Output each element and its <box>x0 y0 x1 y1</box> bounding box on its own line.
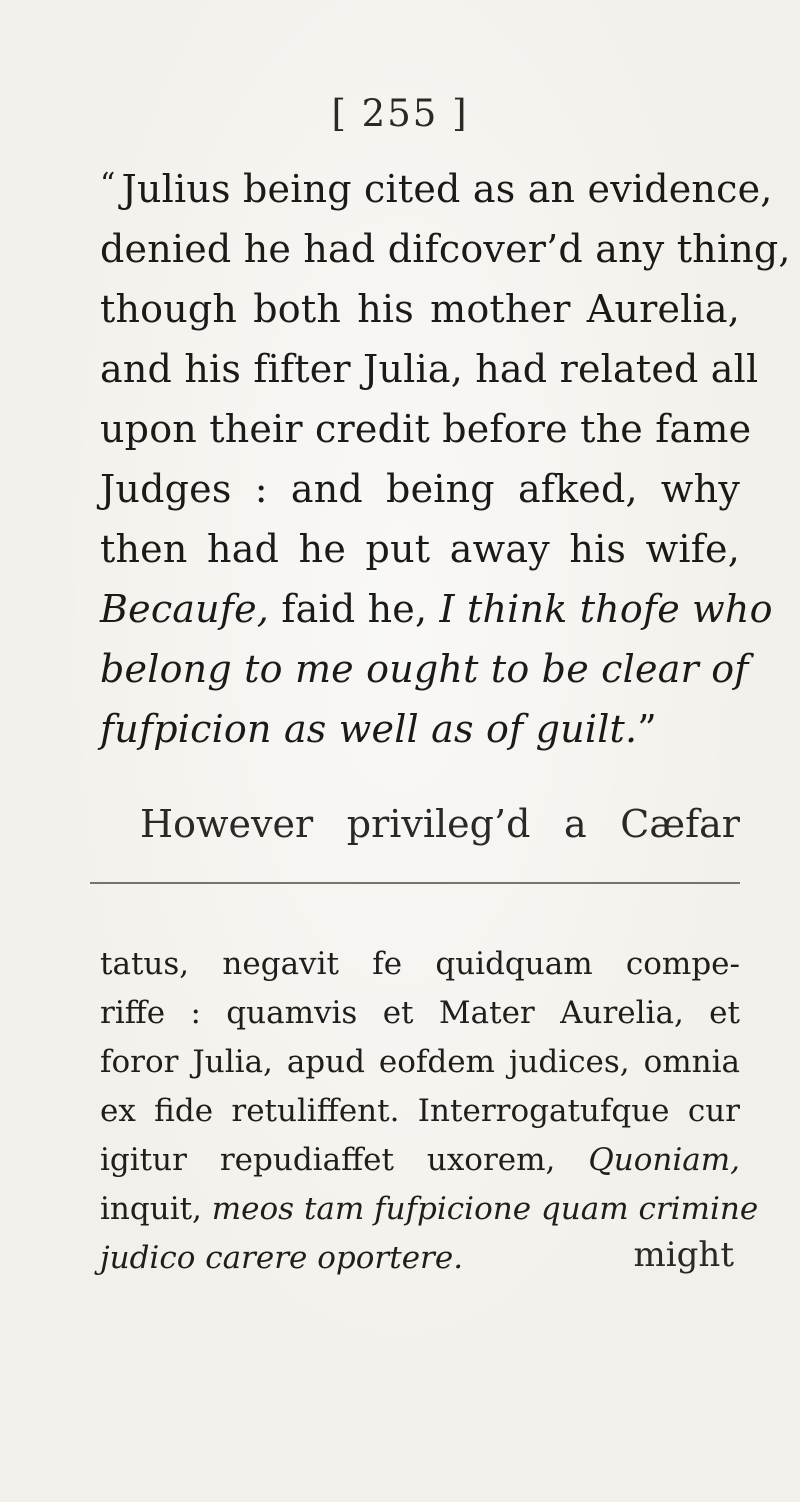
catchline-word-1: However <box>140 802 314 846</box>
italic-quote-start: I think thofe who <box>439 587 773 631</box>
catchword: might <box>633 1235 734 1275</box>
latin-line-6: inquit, meos tam fufpicione quam crimine <box>100 1191 759 1227</box>
italic-quoniam: Quoniam, <box>588 1142 740 1178</box>
english-passage <box>100 155 791 759</box>
closing-quote: ” <box>637 707 657 751</box>
english-line-2: denied he had difcover’d any thing, <box>100 227 791 271</box>
latin-footnote <box>100 940 759 1283</box>
page-number: [ 255 ] <box>331 92 469 135</box>
italic-because: Becaufe, <box>100 587 270 631</box>
english-line-4: and his fifter Julia, had related all <box>100 347 759 391</box>
latin-line-7: judico carere oportere. <box>100 1240 464 1276</box>
english-line-7: then had he put away his wife, <box>100 527 740 571</box>
catchline-word-2: privileg’d <box>346 802 531 846</box>
latin-line-1: tatus, negavit fe quidquam compe- <box>100 946 740 982</box>
english-line-5: upon their credit before the fame <box>100 407 752 451</box>
catchline-word-3: a <box>564 802 587 846</box>
latin-line-3: foror Julia, apud eofdem judices, omnia <box>100 1044 740 1080</box>
english-line-9: belong to me ought to be clear of <box>100 647 749 691</box>
latin-line-2: riffe : quamvis et Mater Aurelia, et <box>100 995 740 1031</box>
footnote-divider <box>90 882 740 884</box>
english-line-6: Judges : and being afked, why <box>100 467 740 511</box>
english-line-8 <box>100 579 773 639</box>
latin-line-4: ex fide retuliffent. Interrogatufque cur <box>100 1093 740 1129</box>
english-line-1: “ Julius being cited as an evidence, <box>100 167 773 211</box>
said-he: faid he, <box>269 587 440 631</box>
english-next-line <box>140 800 740 848</box>
english-line-10: fufpicion as well as of guilt.” <box>100 707 657 751</box>
opening-quote: “ <box>100 167 116 202</box>
latin-line-5: igitur repudiaffet uxorem, Quoniam, <box>100 1142 740 1178</box>
catchline-word-4: Cæfar <box>620 802 740 846</box>
english-line-3: though both his mother Aurelia, <box>100 287 740 331</box>
